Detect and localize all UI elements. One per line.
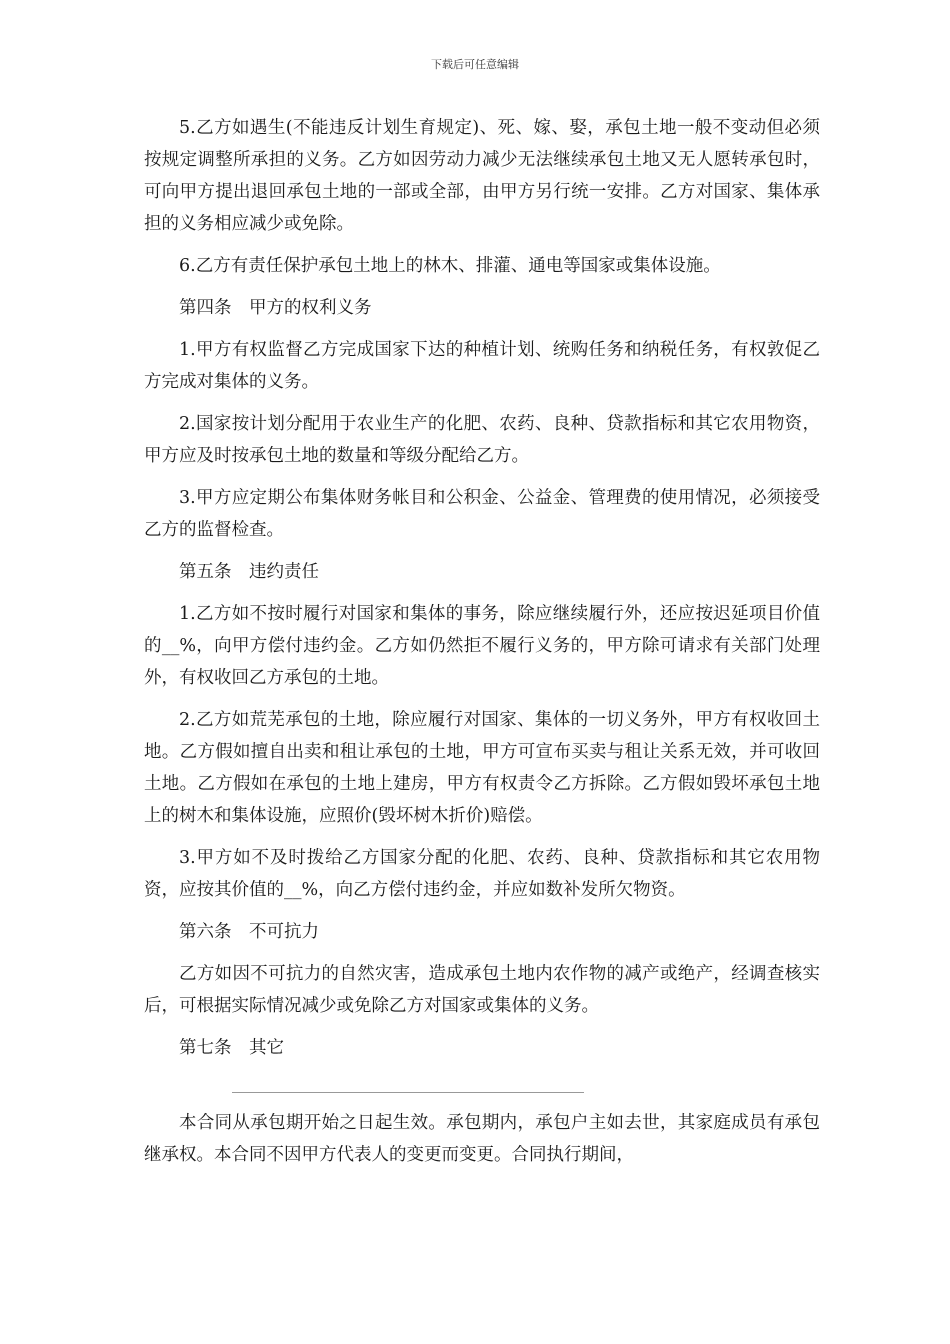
clause-5: 5.乙方如遇生(不能违反计划生育规定)、死、嫁、娶，承包土地一般不变动但必须按规定调整所承担的义务。乙方如因劳动力减少无法继续承包土地又无人愿转承包时，可向甲方提出退回承包土地的一部或全部，由甲方另行统一安排。乙方对国家、集体承担的义务相应减少或免除。 — [144, 118, 820, 234]
article-7-heading: 第七条 其它 — [179, 1038, 284, 1058]
page-header: 下载后可任意编辑 — [431, 58, 519, 71]
article-4-clause-2: 2.国家按计划分配用于农业生产的化肥、农药、良种、贷款指标和其它农用物资，甲方应及时按承包土地的数量和等级分配给乙方。 — [144, 414, 820, 466]
article-5-clause-3: 3.甲方如不及时拨给乙方国家分配的化肥、农药、良种、贷款指标和其它农用物资，应按其价值的__%，向乙方偿付违约金，并应如数补发所欠物资。 — [144, 848, 820, 900]
article-4-clause-1: 1.甲方有权监督乙方完成国家下达的种植计划、统购任务和纳税任务，有权敦促乙方完成对集体的义务。 — [144, 340, 820, 392]
article-6-text: 乙方如因不可抗力的自然灾害，造成承包土地内农作物的减产或绝产，经调查核实后，可根据实际情况减少或免除乙方对国家或集体的义务。 — [144, 964, 820, 1016]
article-7-text: 本合同从承包期开始之日起生效。承包期内，承包户主如去世，其家庭成员有承包继承权。本合同不因甲方代表人的变更而变更。合同执行期间， — [144, 1113, 820, 1165]
fill-in-line — [232, 1092, 584, 1093]
document-body — [144, 112, 820, 1181]
article-5-heading: 第五条 违约责任 — [179, 562, 319, 582]
article-6-heading: 第六条 不可抗力 — [179, 922, 319, 942]
article-5-clause-2: 2.乙方如荒芜承包的土地，除应履行对国家、集体的一切义务外，甲方有权收回土地。乙方假如擅自出卖和租让承包的土地，甲方可宣布买卖与租让关系无效，并可收回土地。乙方假如在承包的土地上建房，甲方有权责令乙方拆除。乙方假如毁坏承包土地上的树木和集体设施，应照价(毁坏树木折价)赔偿。 — [144, 710, 820, 826]
clause-6: 6.乙方有责任保护承包土地上的林木、排灌、通电等国家或集体设施。 — [179, 256, 721, 276]
article-4-clause-3: 3.甲方应定期公布集体财务帐目和公积金、公益金、管理费的使用情况，必须接受乙方的监督检查。 — [144, 488, 820, 540]
article-5-clause-1: 1.乙方如不按时履行对国家和集体的事务，除应继续履行外，还应按迟延项目价值的__%，向甲方偿付违约金。乙方如仍然拒不履行义务的，甲方除可请求有关部门处理外，有权收回乙方承包的土地。 — [144, 604, 820, 688]
article-4-heading: 第四条 甲方的权利义务 — [179, 298, 372, 318]
